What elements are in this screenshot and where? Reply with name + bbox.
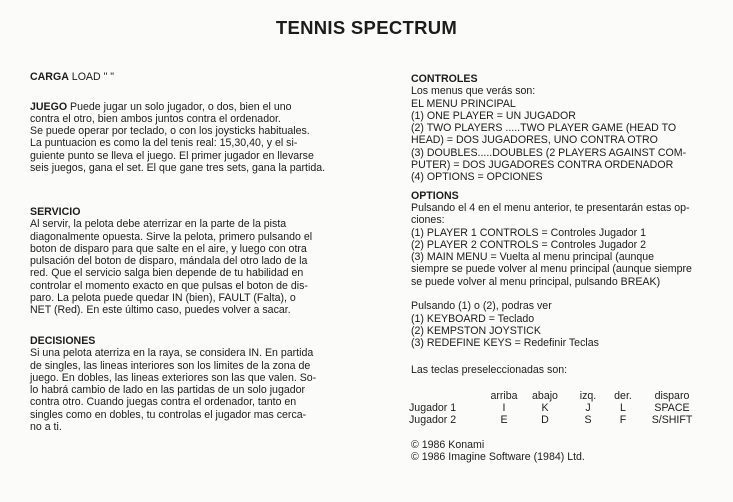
row-label: Jugador 2 — [409, 414, 457, 427]
servicio-line: Al servir, la pelota debe aterrizar en la parte de la pista — [30, 218, 287, 231]
carga-section — [30, 71, 330, 83]
pulsando-line: (1) KEYBOARD = Teclado — [411, 312, 535, 325]
juego-line: guiente punto se lleva el juego. El primer jugador en llevarse — [30, 149, 314, 162]
controles-line: EL MENU PRINCIPAL — [411, 97, 516, 110]
controles-line: (2) TWO PLAYERS .....TWO PLAYER GAME (HEAD TO — [411, 122, 677, 135]
carga-text: LOAD " " — [71, 71, 115, 83]
key-cell: D — [541, 414, 549, 427]
options-line: (2) PLAYER 2 CONTROLS = Controles Jugador 2 — [411, 238, 647, 251]
juego-line: La puntuacion es como la del tenis real: 15,30,40, y el si- — [30, 137, 298, 150]
options-line: siempre se puede volver al menu principal (aunque siempre — [411, 263, 692, 276]
pulsando-line: Pulsando (1) o (2), podras ver — [411, 300, 552, 313]
keys-header-cell: arriba — [490, 389, 518, 402]
keys-header-cell: der. — [614, 389, 632, 402]
copyright-line: © 1986 Konami — [411, 438, 485, 451]
controles-line: HEAD) = DOS JUGADORES, UNO CONTRA OTRO — [411, 134, 658, 147]
copyright-line: © 1986 Imagine Software (1984) Ltd. — [411, 451, 585, 464]
servicio-heading: SERVICIO — [30, 205, 81, 218]
left-column — [30, 71, 330, 433]
decisiones-line: lo habrá cambio de lado en las partidas de un solo jugador — [30, 384, 306, 397]
juego-line: contra el otro, bien ambos juntos contra el ordenador. — [30, 112, 281, 125]
keys-table — [409, 390, 703, 427]
key-cell: K — [541, 402, 549, 415]
row-label: Jugador 1 — [409, 402, 457, 415]
controles-section — [411, 73, 711, 184]
options-line: se puede volver al menu principal, pulsando BREAK) — [411, 275, 661, 288]
decisiones-heading: DECISIONES — [30, 334, 96, 347]
decisiones-section — [30, 335, 330, 433]
keys-header-cell: izq. — [579, 389, 597, 402]
key-cell: SPACE — [654, 402, 690, 415]
servicio-section — [30, 206, 330, 317]
key-cell: I — [502, 402, 506, 415]
juego-heading: JUEGO — [30, 100, 68, 113]
copyright-block — [411, 439, 711, 464]
keys-header-cell: disparo — [654, 389, 690, 402]
juego-line: Se puede operar por teclado, o con los joysticks habituales. — [30, 125, 310, 138]
decisiones-line: no a ti. — [30, 421, 62, 434]
servicio-line: pulsación del boton de disparo, mándala del otro lado de la — [30, 255, 308, 268]
options-line: ciones: — [411, 214, 445, 227]
keys-table-header — [409, 390, 703, 402]
carga-heading: CARGA — [30, 71, 69, 83]
juego-line: Puede jugar un solo jugador, o dos, bien el uno — [67, 100, 292, 113]
decisiones-line: juego. En dobles, las lineas exteriores son las que valen. So- — [30, 371, 317, 384]
pulsando-line: (3) REDEFINE KEYS = Redefinir Teclas — [411, 337, 599, 350]
controles-line: (1) ONE PLAYER = UN JUGADOR — [411, 109, 576, 122]
servicio-line: diagonalmente opuesta. Sirve la pelota, primero pulsando el — [30, 230, 313, 243]
teclas-intro: Las teclas preseleccionadas son: — [411, 363, 568, 376]
controles-line: PUTER) = DOS JUGADORES CONTRA ORDENADOR — [411, 159, 674, 172]
key-cell: E — [500, 414, 508, 427]
pulsando-line: (2) KEMPSTON JOYSTICK — [411, 324, 541, 337]
options-line: (3) MAIN MENU = Vuelta al menu principal (aunque — [411, 251, 655, 264]
right-column — [411, 73, 711, 464]
servicio-line: NET (Red). En este último caso, puedes volver a sacar. — [30, 304, 291, 317]
page-title: TENNIS SPECTRUM — [275, 17, 458, 38]
pulsando-section — [411, 300, 711, 349]
options-line: Pulsando el 4 en el menu anterior, te presentarán estas op- — [411, 201, 690, 214]
keys-header-cell: abajo — [532, 389, 558, 402]
key-cell: J — [585, 402, 591, 415]
decisiones-line: singles como en dobles, tu controlas el jugador mas cerca- — [30, 408, 307, 421]
key-cell: F — [619, 414, 627, 427]
decisiones-line: contra otro. Cuando juegas contra el ordenador, tanto en — [30, 396, 297, 409]
servicio-line: red. Que el servicio salga bien depende de tu habilidad en — [30, 267, 304, 280]
decisiones-line: de singles, las lineas interiores son los limites de la zona de — [30, 359, 311, 372]
servicio-line: boton de disparo para que salte en el aire, y luego con otra — [30, 242, 307, 255]
controles-heading: CONTROLES — [411, 73, 478, 85]
options-section — [411, 190, 711, 288]
key-cell: L — [620, 402, 626, 415]
juego-line: seis juegos, gana el set. El que gane tres sets, gana la partida. — [30, 162, 326, 175]
servicio-line: controlar el momento exacto en que pulsas el boton de dis- — [30, 279, 308, 292]
controles-line: Los menus que verás son: — [411, 85, 536, 98]
options-line: (1) PLAYER 1 CONTROLS = Controles Jugador 1 — [411, 226, 647, 239]
options-heading: OPTIONS — [411, 189, 459, 202]
table-row — [409, 414, 703, 426]
juego-section — [30, 101, 330, 175]
key-cell: S/SHIFT — [651, 414, 693, 427]
key-cell: S — [584, 414, 592, 427]
controles-line: (3) DOUBLES.....DOUBLES (2 PLAYERS AGAINST COM- — [411, 146, 687, 159]
controles-line: (4) OPTIONS = OPCIONES — [411, 171, 543, 184]
decisiones-line: Si una pelota aterriza en la raya, se considera IN. En partida — [30, 347, 314, 360]
table-row — [409, 402, 703, 414]
servicio-line: paro. La pelota puede quedar IN (bien), FAULT (Falta), o — [30, 292, 296, 305]
